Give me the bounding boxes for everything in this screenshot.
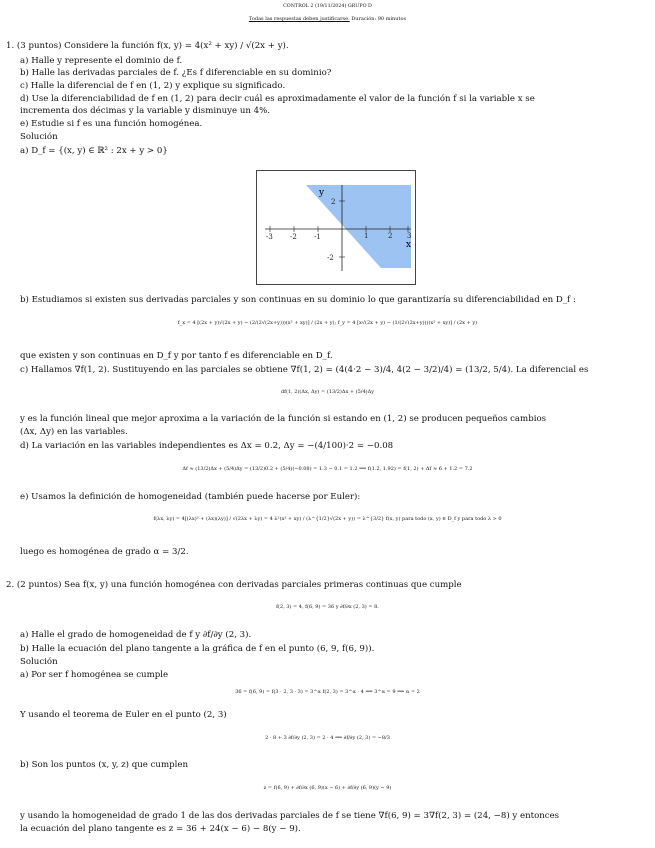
y-axis-label: y: [319, 188, 325, 198]
p1-c-equation: df(1, 2)(Δx, Δy) = (13/2)Δx + (5/4)Δy: [280, 389, 375, 395]
x-tick-label: 1: [364, 232, 369, 240]
p2-a-text: a) Por ser f homogénea se cumple: [20, 670, 169, 680]
p2-solucion: Solución: [20, 657, 58, 667]
p1-item-d-cont: incrementa dos décimas y la variable y disminuye un 4%.: [20, 106, 271, 116]
p2-b-text: b) Son los puntos (x, y, z) que cumplen: [20, 760, 188, 770]
y-tick-label: -2: [327, 254, 334, 262]
p2-given-values: f(2, 3) = 4, f(6, 9) = 36 y ∂f/∂x (2, 3) = 8.: [276, 604, 379, 610]
p1-item-c: c) Halle la diferencial de f en (1, 2) y explique su significado.: [20, 81, 286, 91]
y-tick-label: 2: [331, 198, 336, 206]
p2-a-equation: 36 = f(6, 9) = f(3 · 2, 3 · 3) = 3^α f(2, 3) = 3^α · 4 ⟹ 3^α = 9 ⟹ α = 2: [235, 689, 420, 695]
p2-euler-text: Y usando el teorema de Euler en el punto (2, 3): [20, 710, 227, 720]
p2-b-equation: z = f(6, 9) + ∂f/∂x (6, 9)(x − 6) + ∂f/∂y (6, 9)(y − 9): [263, 785, 392, 791]
x-tick-label: -3: [266, 233, 273, 241]
p1-c-text: c) Hallamos ∇f(1, 2). Sustituyendo en las parciales se obtiene ∇f(1, 2) = (4(4·2 − 3)/4, 4(2 − 3/2)/4) = (13/2, 5/4). La diferencial es: [20, 365, 589, 375]
p1-e-conclusion: luego es homogénea de grado α = 3/2.: [20, 547, 189, 557]
p1-item-d: d) Use la diferenciabilidad de f en (1, 2) para decir cuál es aproximadamente el valor de la función f si la variable x se: [20, 94, 535, 104]
page-title: CONTROL 2 (19/11/2024) GRUPO D: [283, 4, 372, 9]
x-tick-label: -1: [314, 233, 321, 241]
p2-b-conclusion-1: y usando la homogeneidad de grado 1 de las dos derivadas parciales de f se tiene ∇f(6, 9) = 3∇f(2, 3) = (24, −8) y entonces: [20, 811, 560, 821]
p1-statement: 1. (3 puntos) Considere la función f(x, y) = 4(x² + xy) / √(2x + y).: [6, 41, 289, 51]
domain-figure: [256, 170, 416, 285]
p1-c-explanation-2: (Δx, Δy) en las variables.: [20, 427, 128, 437]
p1-d-text: d) La variación en las variables independientes es Δx = 0.2, Δy = −(4/100)·2 = −0.08: [20, 441, 394, 451]
p1-item-b: b) Halle las derivadas parciales de f. ¿Es f diferenciable en su dominio?: [20, 68, 332, 78]
p1-d-equation: Δf ≈ (13/2)Δx + (5/4)Δy = (13/2)0.2 + (5/4)(−0.08) = 1.3 − 0.1 = 1.2 ⟹ f(1.2, 1.92) = f(1, 2) + Δf ≈ 6 + 1.2 = 7.2: [182, 466, 473, 472]
instructions: [0, 16, 655, 22]
domain-plot: [257, 171, 415, 284]
p1-b-text: b) Estudiamos si existen sus derivadas parciales y son continuas en su dominio lo que garantizaría su diferenciabilidad en D_f :: [20, 295, 576, 305]
instructions-underlined: Todas las respuestas deben justificarse.: [248, 16, 350, 22]
p1-e-equation: f(λx, λy) = 4[(λx)² + (λx)(λy)] / √(2λx + λy) = 4 λ²(x² + xy) / (λ^{1/2}√(2x + y)) = λ^{3/2} f(x, y) para todo (x, y) ∈ D_f y para todo λ > 0: [153, 516, 502, 522]
p2-item-b: b) Halle la ecuación del plano tangente a la gráfica de f en el punto (6, 9, f(6, 9)).: [20, 644, 375, 654]
p1-b-conclusion: que existen y son continuas en D_f y por tanto f es diferenciable en D_f.: [20, 351, 333, 361]
p1-b-equation: f_x = 4 [(2x + y)√(2x + y) − (2/(2√(2x+y)))(x² + xy)] / (2x + y); f_y = 4 [x√(2x + y) − (1/(2√(2x+y)))(x² + xy)] / (2x + y): [177, 320, 478, 326]
p2-statement: 2. (2 puntos) Sea f(x, y) una función homogénea con derivadas parciales primeras continuas que cumple: [6, 580, 462, 590]
instructions-duration: Duración: 90 minutos: [349, 16, 407, 22]
p1-solucion: Solución: [20, 132, 58, 142]
p2-item-a: a) Halle el grado de homogeneidad de f y ∂f/∂y (2, 3).: [20, 630, 252, 640]
x-tick-label: 3: [407, 232, 412, 240]
p1-e-text: e) Usamos la definición de homogeneidad (también puede hacerse por Euler):: [20, 492, 361, 502]
p2-euler-equation: 2 · 8 + 3 ∂f/∂y (2, 3) = 2 · 4 ⟹ ∂f/∂y (2, 3) = −8/3: [265, 735, 390, 741]
p1-item-a: a) Halle y represente el dominio de f.: [20, 56, 183, 66]
x-tick-label: -2: [290, 233, 297, 241]
p1-c-explanation-1: y es la función lineal que mejor aproxima a la variación de la función si estando en (1, 2) se producen pequeños cambios: [20, 414, 547, 424]
x-tick-label: 2: [388, 232, 393, 240]
x-axis-label: x: [406, 240, 412, 250]
p2-b-conclusion-2: la ecuación del plano tangente es z = 36 + 24(x − 6) − 8(y − 9).: [20, 824, 301, 834]
p1-a-domain: a) D_f = {(x, y) ∈ ℝ² : 2x + y > 0}: [20, 146, 168, 156]
p1-item-e: e) Estudie si f es una función homogénea.: [20, 119, 203, 129]
